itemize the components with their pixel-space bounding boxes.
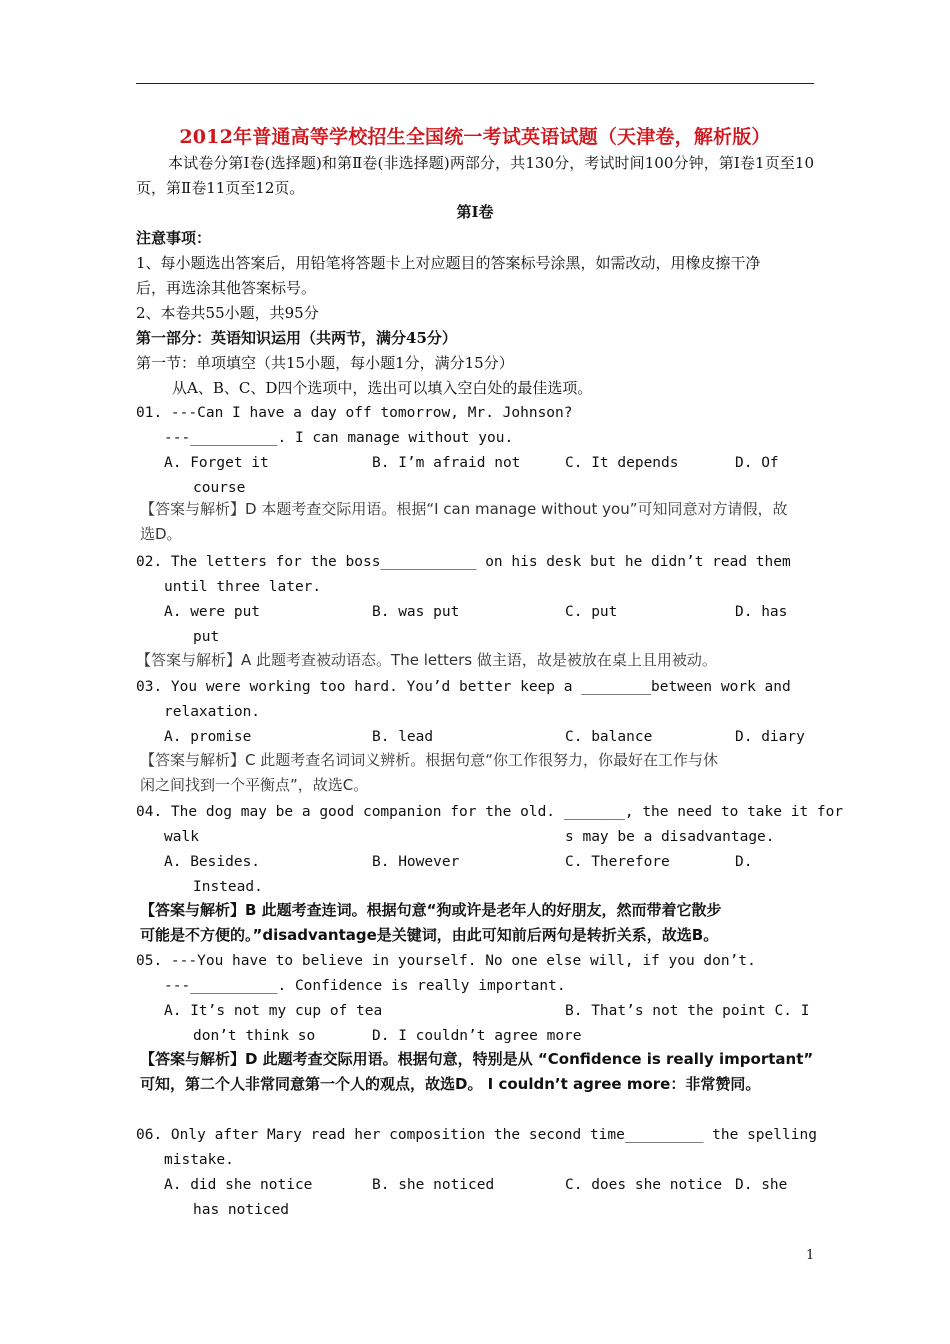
- document-title: 2012年普通高等学校招生全国统一考试英语试题（天津卷，解析版）: [179, 126, 771, 148]
- question-01-reply: ---__________. I can manage without you.: [164, 430, 514, 446]
- part1-heading: 第一部分：英语知识运用（共两节，满分45分）: [136, 329, 457, 347]
- question-02-option-a: A. were put: [164, 604, 261, 620]
- question-05-option-d: D. I couldn’t agree more: [372, 1028, 582, 1044]
- question-04-option-c: C. Therefore: [565, 854, 670, 870]
- question-05-stem: 05. ---You have to believe in yourself. No one else will, if you don’t.: [136, 953, 756, 969]
- question-04-option-a: A. Besides.: [164, 854, 261, 870]
- question-06-option-a: A. did she notice: [164, 1177, 313, 1193]
- question-03-stem-cont: relaxation.: [164, 704, 261, 720]
- header-rule: [136, 83, 814, 84]
- question-02-option-b: B. was put: [372, 604, 460, 620]
- question-04-answer-cont: 可能是不方便的。”disadvantage是关键词，由此可知前后两句是转折关系，故选B。: [140, 926, 719, 944]
- question-03-option-c: C. balance: [565, 729, 653, 745]
- question-04-stem-cont-a: walk: [164, 829, 199, 845]
- question-03-option-b: B. lead: [372, 729, 434, 745]
- question-06-option-d: D. she: [735, 1177, 788, 1193]
- question-03-answer-cont: 闲之间找到一个平衡点”，故选C。: [140, 776, 369, 794]
- section1-heading: 第一节：单项填空（共15小题，每小题1分，满分15分）: [136, 354, 514, 372]
- section1-instruction: 从A、B、C、D四个选项中，选出可以填入空白处的最佳选项。: [172, 379, 593, 397]
- question-05-answer-cont: 可知，第二个人非常同意第一个人的观点，故选D。 I couldn’t agree more：非常赞同。: [140, 1075, 761, 1093]
- question-02-stem: 02. The letters for the boss___________ on his desk but he didn’t read them: [136, 554, 791, 570]
- question-06-stem: 06. Only after Mary read her composition the second time_________ the spelling: [136, 1127, 817, 1143]
- question-04-stem: 04. The dog may be a good companion for the old. _______, the need to take it for: [136, 804, 844, 820]
- question-05-option-c-cont: don’t think so: [193, 1028, 316, 1044]
- question-01-answer: 【答案与解析】D 本题考查交际用语。根据“I can manage without you”可知同意对方请假，故选D。: [140, 500, 788, 543]
- question-02-option-d-cont: put: [193, 629, 220, 645]
- question-03-answer: 【答案与解析】C 此题考查名词词义辨析。根据句意“你工作很努力，你最好在工作与休: [140, 751, 719, 769]
- notes-item-2: 2、本卷共55小题，共95分: [136, 304, 319, 322]
- notes-item-1-cont: 后，再选涂其他答案标号。: [136, 279, 317, 297]
- page-number: 1: [806, 1248, 815, 1263]
- question-03-option-d: D. diary: [735, 729, 805, 745]
- question-01-option-d: D. Of: [735, 455, 779, 471]
- question-06-option-d-cont: has noticed: [193, 1202, 290, 1218]
- volume-heading: 第Ⅰ卷: [456, 203, 494, 221]
- question-02-option-c: C. put: [565, 604, 618, 620]
- question-03-stem: 03. You were working too hard. You’d better keep a ________between work and: [136, 679, 791, 695]
- question-04-stem-cont-b: s may be a disadvantage.: [565, 829, 775, 845]
- question-04-option-b: B. However: [372, 854, 460, 870]
- question-02-stem-cont: until three later.: [164, 579, 322, 595]
- question-06-option-c: C. does she notice: [565, 1177, 723, 1193]
- question-04-option-d: D.: [735, 854, 753, 870]
- question-01-option-b: B. I’m afraid not: [372, 455, 521, 471]
- question-03-option-a: A. promise: [164, 729, 252, 745]
- notes-heading: 注意事项：: [136, 229, 212, 247]
- question-05-option-b-c: B. That’s not the point C. I: [565, 1003, 810, 1019]
- question-04-answer: 【答案与解析】B 此题考查连词。根据句意“狗或许是老年人的好朋友，然而带着它散步: [140, 901, 722, 919]
- question-05-answer: 【答案与解析】D 此题考查交际用语。根据句意，特别是从 “Confidence is really important”: [140, 1050, 814, 1068]
- question-02-option-d: D. has: [735, 604, 788, 620]
- question-01-option-a: A. Forget it: [164, 455, 269, 471]
- question-01-stem: 01. ---Can I have a day off tomorrow, Mr. Johnson?: [136, 405, 573, 421]
- notes-item-1: 1、每小题选出答案后，用铅笔将答题卡上对应题目的答案标号涂黑，如需改动，用橡皮擦干净: [136, 254, 761, 272]
- question-01-option-d-cont: course: [193, 480, 246, 496]
- question-05-reply: ---__________. Confidence is really important.: [164, 978, 566, 994]
- question-01-option-c: C. It depends: [565, 455, 679, 471]
- question-05-option-a: A. It’s not my cup of tea: [164, 1003, 383, 1019]
- question-06-option-b: B. she noticed: [372, 1177, 495, 1193]
- question-04-option-d-cont: Instead.: [193, 879, 263, 895]
- question-06-stem-cont: mistake.: [164, 1152, 234, 1168]
- intro-paragraph: 本试卷分第Ⅰ卷(选择题)和第Ⅱ卷(非选择题)两部分，共130分，考试时间100分钟，第Ⅰ卷1页至10页，第Ⅱ卷11页至12页。: [136, 154, 814, 197]
- question-02-answer: 【答案与解析】A 此题考查被动语态。The letters 做主语，故是被放在桌上且用被动。: [136, 651, 717, 669]
